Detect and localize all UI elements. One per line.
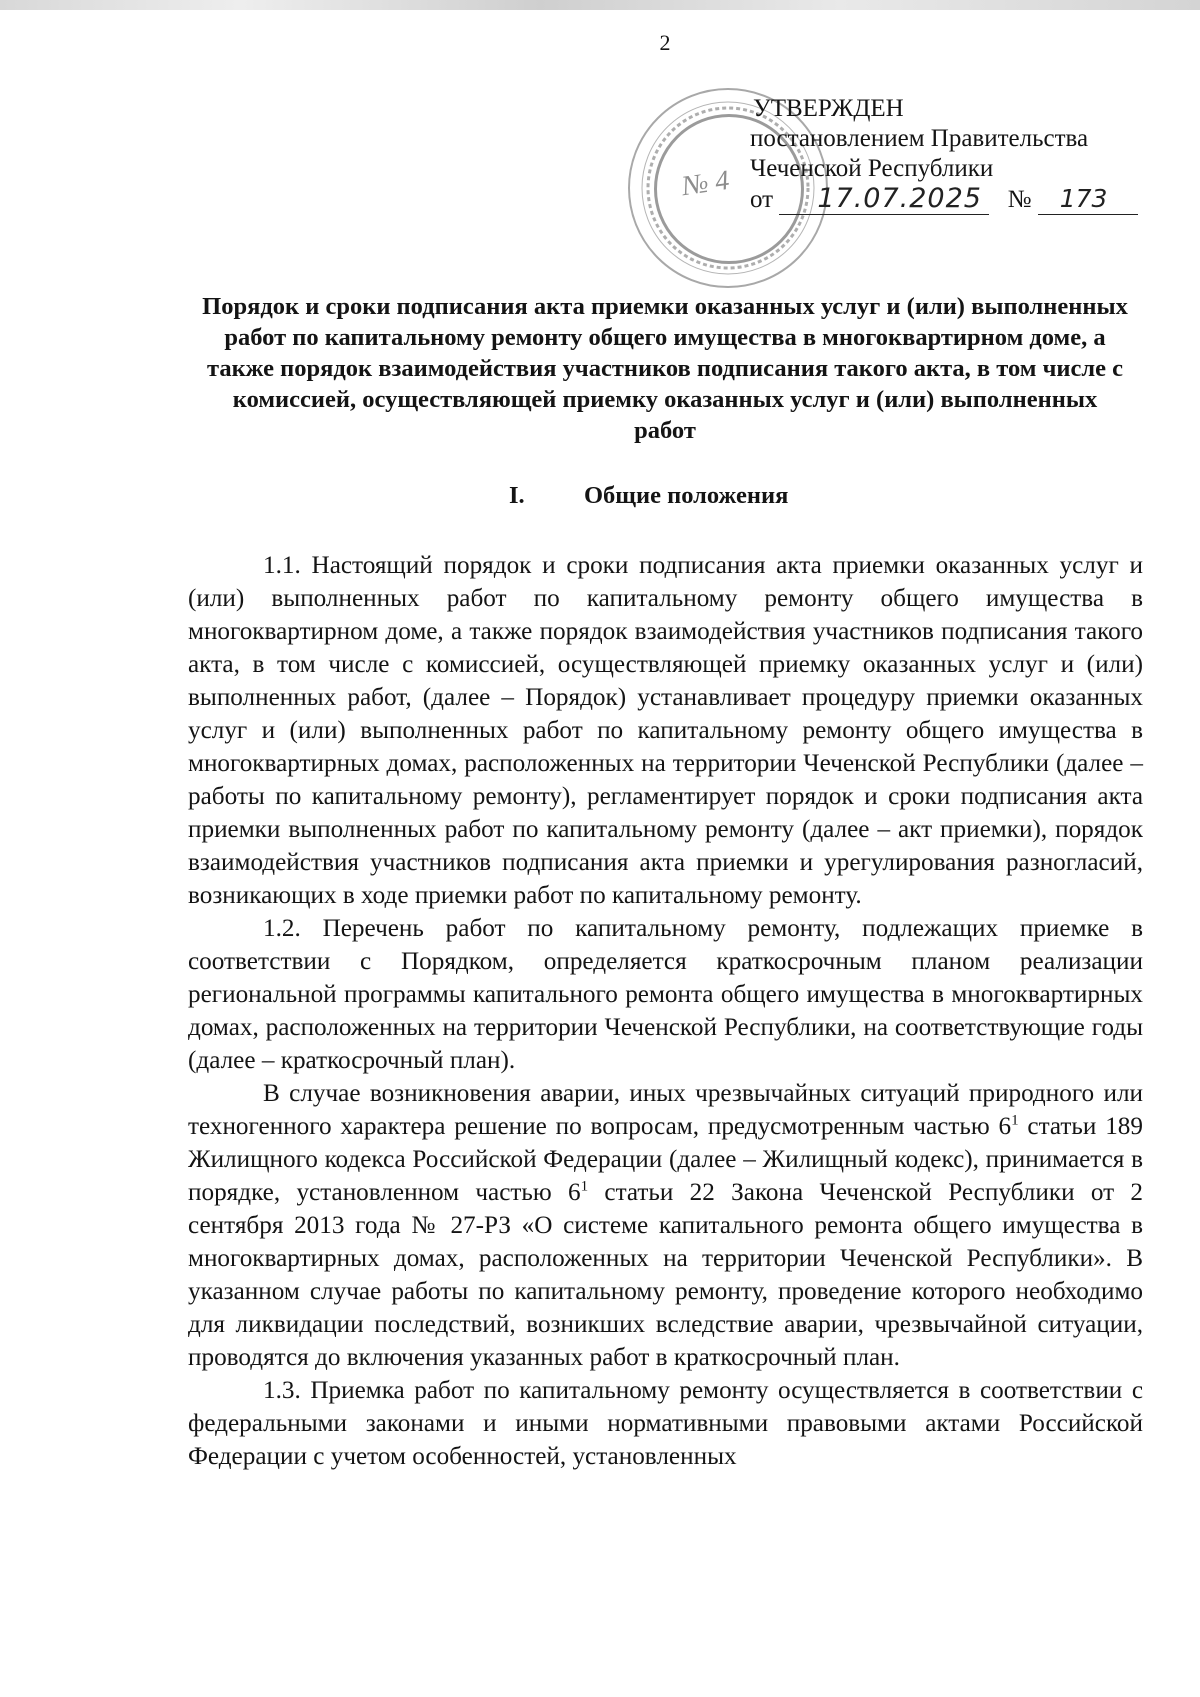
number-sign: №: [1007, 186, 1032, 213]
date-prefix: от: [750, 186, 774, 213]
seal-number: № 4: [680, 164, 732, 203]
paragraph-1-3: 1.3. Приемка работ по капитальному ремонту осуществляется в соответствии с федеральными законами и иными нормативными правовыми актами Российской Федерации с учетом особенностей, установленных: [188, 1377, 1143, 1470]
section-number: I.: [509, 482, 525, 509]
approval-title: УТВЕРЖДЕН: [753, 95, 904, 122]
approval-line-2: Чеченской Республики: [750, 155, 994, 182]
handwritten-date: 17.07.2025: [779, 184, 989, 215]
page-number: 2: [659, 30, 671, 55]
paragraph-emergency-part-c: статьи 22 Закона Чеченской Республики от 2 сентября 2013 года № 27-РЗ «О системе капитального ремонта общего имущества в многоквартирных домах, расположенных на территории Чеченской Республики». В указанном случае работы по капитальному ремонту, проведение которого необходимо для ликвидации последствий, возникших вследствие аварии, чрезвычайной ситуации, проводятся до включения указанных работ в краткосрочный план.: [188, 1179, 1143, 1371]
paragraph-emergency: [188, 1077, 1143, 1374]
superscript-1: 1: [1011, 1112, 1019, 1129]
paragraph-1-1: 1.1. Настоящий порядок и сроки подписания акта приемки оказанных услуг и (или) выполненных работ по капитальному ремонту общего имущества в многоквартирном доме, а также порядок взаимодействия участников подписания такого акта, в том числе с комиссией, осуществляющей приемку оказанных услуг и (или) выполненных работ, (далее – Порядок) устанавливает процедуру приемки оказанных услуг и (или) выполненных работ по капитальному ремонту общего имущества в многоквартирных домах, расположенных на территории Чеченской Республики (далее – работы по капитальному ремонту), регламентирует порядок и сроки подписания акта приемки выполненных работ по капитальному ремонту (далее – акт приемки), порядок взаимодействия участников подписания акта приемки и урегулирования разногласий, возникающих в ходе приемки работ по капитальному ремонту.: [188, 552, 1143, 909]
approval-date-line: [750, 184, 1150, 215]
approval-line-1: постановлением Правительства: [750, 125, 1089, 152]
scan-edge: [0, 0, 1200, 10]
handwritten-number: 173: [1038, 184, 1138, 215]
paragraph-emergency-part-b: статьи 189 Жилищного кодекса Российской Федерации (далее – Жилищный кодекс), принимается в порядке, установленном частью 6: [188, 1113, 1143, 1206]
section-title: Общие положения: [584, 482, 789, 509]
superscript-2: 1: [580, 1178, 589, 1195]
paragraph-emergency-part-a: В случае возникновения аварии, иных чрезвычайных ситуаций природного или техногенного характера решение по вопросам, предусмотренным частью 6: [188, 1080, 1143, 1140]
approval-block: [750, 94, 1150, 215]
paragraph-1-2: 1.2. Перечень работ по капитальному ремонту, подлежащих приемке в соответствии с Порядком, определяется краткосрочным планом реализации региональной программы капитального ремонта общего имущества в многоквартирных домах, расположенных на территории Чеченской Республики, на соответствующие годы (далее – краткосрочный план).: [188, 915, 1143, 1074]
document-body: [188, 549, 1143, 1473]
document-title: Порядок и сроки подписания акта приемки оказанных услуг и (или) выполненных работ по капитальному ремонту общего имущества в многоквартирном доме, а также порядок взаимодействия участников подписания такого акта, в том числе с комиссией, осуществляющей приемку оказанных услуг и (или) выполненных работ: [202, 293, 1128, 444]
